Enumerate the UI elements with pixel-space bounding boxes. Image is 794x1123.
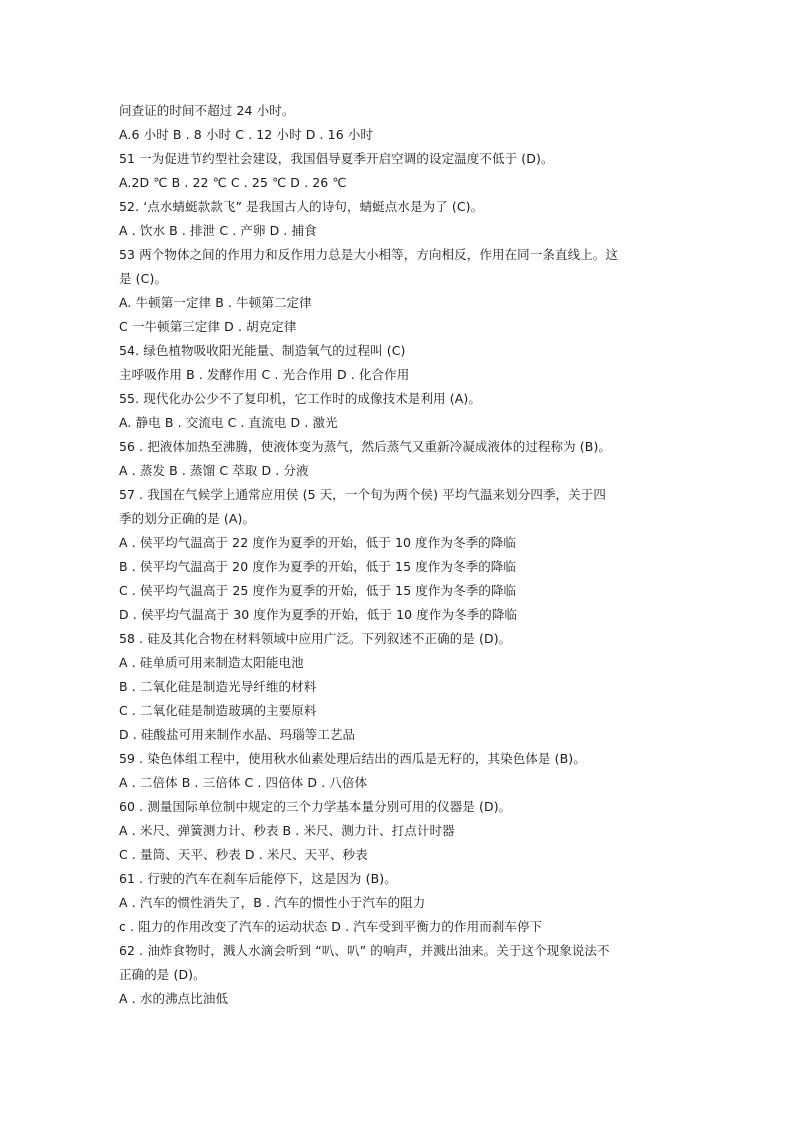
text-line: 53 两个物体之间的作用力和反作用力总是大小相等，方向相反，作用在同一条直线上。这 <box>119 247 618 262</box>
text-line: 62 . 油炸食物时，溅人水滴会听到 “叭、叭” 的响声，并溅出油来。关于这个现象说法不 <box>119 943 610 958</box>
text-line: A. 牛顿第一定律 B . 牛顿第二定律 <box>119 295 312 310</box>
text-line: A . 水的沸点比油低 <box>119 991 229 1006</box>
text-line: 54. 绿色植物吸收阳光能量、制造氧气的过程叫 (C) <box>119 343 406 358</box>
text-line: 55. 现代化办公少不了复印机，它工作时的成像技术是利用 (A)。 <box>119 391 481 406</box>
text-line: A . 二倍体 B . 三倍体 C . 四倍体 D . 八倍体 <box>119 775 368 790</box>
text-line: D . 侯平均气温高于 30 度作为夏季的开始，低于 10 度作为冬季的降临 <box>119 607 518 622</box>
text-line: 60 . 测量国际单位制中规定的三个力学基本量分别可用的仪器是 (D)。 <box>119 799 512 814</box>
text-line: A.2D ℃ B . 22 ℃ C . 25 ℃ D . 26 ℃ <box>119 175 347 190</box>
text-line: 51 一为促进节约型社会建设，我国倡导夏季开启空调的设定温度不低于 (D)。 <box>119 151 554 166</box>
text-line: 52. ‘点水蜻蜓款款飞” 是我国古人的诗句，蜻蜓点水是为了 (C)。 <box>119 199 484 214</box>
text-line: 57 . 我国在气候学上通常应用侯 (5 天，一个旬为两个侯) 平均气温来划分四季，关于四 <box>119 487 606 502</box>
text-line: C 一牛顿第三定律 D . 胡克定律 <box>119 319 297 334</box>
text-line: 季的划分正确的是 (A)。 <box>119 511 256 526</box>
text-line: D . 硅酸盐可用来制作水晶、玛瑙等工艺品 <box>119 727 356 742</box>
text-line: A . 硅单质可用来制造太阳能电池 <box>119 655 304 670</box>
text-line: A . 蒸发 B . 蒸馏 C 萃取 D . 分液 <box>119 463 309 478</box>
text-line: C . 二氧化硅是制造玻璃的主要原料 <box>119 703 317 718</box>
document-body <box>119 99 679 1011</box>
text-line: 正确的是 (D)。 <box>119 967 206 982</box>
text-line: A.6 小时 B . 8 小时 C . 12 小时 D . 16 小时 <box>119 127 374 142</box>
text-line: B . 侯平均气温高于 20 度作为夏季的开始，低于 15 度作为冬季的降临 <box>119 559 517 574</box>
text-line: C . 侯平均气温高于 25 度作为夏季的开始，低于 15 度作为冬季的降临 <box>119 583 517 598</box>
text-line: A . 汽车的惯性消失了，B . 汽车的惯性小于汽车的阻力 <box>119 895 426 910</box>
text-line: 58 . 硅及其化合物在材料领域中应用广泛。下列叙述不正确的是 (D)。 <box>119 631 512 646</box>
text-line: 问查证的时间不超过 24 小时。 <box>119 103 295 118</box>
text-line: A . 米尺、弹簧测力计、秒表 B . 米尺、测力计、打点计时器 <box>119 823 455 838</box>
text-line: 59 . 染色体组工程中，使用秋水仙素处理后结出的西瓜是无籽的，其染色体是 (B)。 <box>119 751 586 766</box>
text-line: A . 饮水 B . 排泄 C . 产卵 D . 捕食 <box>119 223 317 238</box>
text-line: A . 侯平均气温高于 22 度作为夏季的开始，低于 10 度作为冬季的降临 <box>119 535 516 550</box>
text-line: 56 . 把液体加热至沸腾，使液体变为蒸气，然后蒸气又重新冷凝成液体的过程称为 (B)。 <box>119 439 612 454</box>
text-line: c . 阻力的作用改变了汽车的运动状态 D . 汽车受到平衡力的作用而刹车停下 <box>119 919 543 934</box>
text-line: 是 (C)。 <box>119 271 168 286</box>
text-line: A. 静电 B . 交流电 C . 直流电 D . 激光 <box>119 415 338 430</box>
text-line: B . 二氧化硅是制造光导纤维的材料 <box>119 679 317 694</box>
text-line: 61 . 行驶的汽车在刹车后能停下，这是因为 (B)。 <box>119 871 397 886</box>
text-line: C . 量筒、天平、秒表 D . 米尺、天平、秒表 <box>119 847 368 862</box>
text-line: 主呼吸作用 B . 发酵作用 C . 光合作用 D . 化合作用 <box>119 367 410 382</box>
